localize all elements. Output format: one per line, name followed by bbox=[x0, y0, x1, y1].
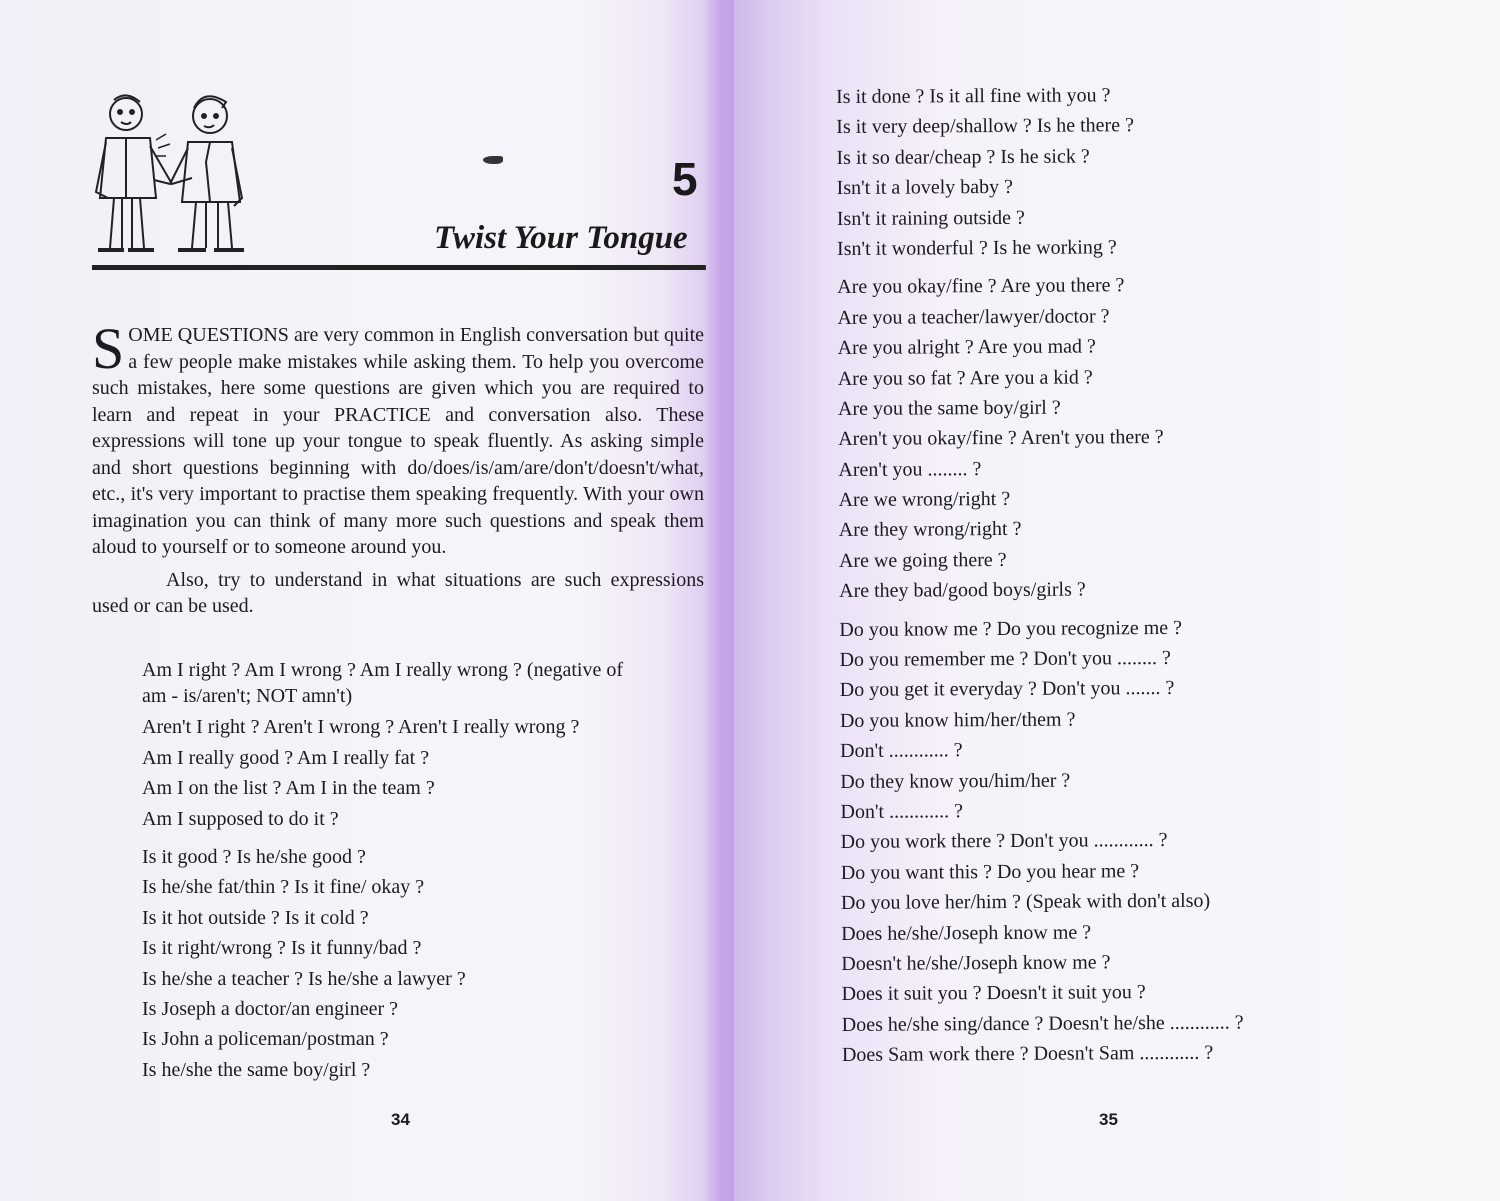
question-line: Am I really good ? Am I really fat ? bbox=[142, 746, 430, 769]
second-paragraph: Also, try to understand in what situations are such expressions used or can be used. bbox=[92, 568, 704, 617]
book-gutter bbox=[704, 0, 734, 1201]
printer-mark bbox=[483, 156, 503, 164]
question-line: am - is/aren't; NOT amn't) bbox=[142, 685, 353, 708]
question-line: Do you remember me ? Don't you ........ ? bbox=[839, 646, 1171, 672]
question-line: Aren't I right ? Aren't I wrong ? Aren't I really wrong ? bbox=[142, 716, 580, 739]
question-line: Is he/she a teacher ? Is he/she a lawyer ? bbox=[142, 967, 466, 990]
question-line: Doesn't he/she/Joseph know me ? bbox=[841, 951, 1111, 975]
question-group bbox=[142, 655, 623, 834]
question-group bbox=[142, 842, 623, 1085]
page-number: 35 bbox=[1099, 1110, 1118, 1129]
question-line: Is it right/wrong ? Is it funny/bad ? bbox=[142, 937, 422, 960]
right-question-list bbox=[836, 80, 1244, 1079]
question-line: Isn't it raining outside ? bbox=[836, 206, 1025, 230]
drop-cap: S bbox=[92, 322, 125, 381]
question-line: Do you get it everyday ? Don't you ....... ? bbox=[839, 677, 1175, 702]
question-line: Is it good ? Is he/she good ? bbox=[142, 845, 366, 868]
question-line: Is it done ? Is it all fine with you ? bbox=[836, 84, 1111, 108]
question-line: Is it very deep/shallow ? Is he there ? bbox=[836, 114, 1135, 139]
question-line: Do they know you/him/her ? bbox=[840, 769, 1071, 793]
question-line: Do you love her/him ? (Speak with don't also) bbox=[840, 889, 1211, 915]
question-line: Is he/she the same boy/girl ? bbox=[142, 1058, 371, 1081]
question-line: Do you want this ? Do you hear me ? bbox=[840, 859, 1140, 884]
question-line: Are we going there ? bbox=[838, 548, 1007, 572]
question-line: Are you okay/fine ? Are you there ? bbox=[837, 274, 1125, 299]
question-line: Is Joseph a doctor/an engineer ? bbox=[142, 997, 399, 1020]
intro-paragraph bbox=[92, 322, 704, 561]
question-line: Are you a teacher/lawyer/doctor ? bbox=[837, 305, 1110, 329]
question-line: Is it hot outside ? Is it cold ? bbox=[142, 906, 369, 929]
question-line: Don't ............ ? bbox=[840, 739, 963, 763]
question-line: Are you the same boy/girl ? bbox=[837, 396, 1061, 420]
question-line: Do you know me ? Do you recognize me ? bbox=[839, 616, 1183, 641]
title-rule bbox=[92, 265, 706, 270]
question-line: Isn't it wonderful ? Is he working ? bbox=[836, 236, 1117, 260]
question-line: Don't ............ ? bbox=[840, 800, 964, 823]
question-line: Are they bad/good boys/girls ? bbox=[839, 578, 1086, 603]
question-line: Are we wrong/right ? bbox=[838, 488, 1011, 512]
question-line: Are you alright ? Are you mad ? bbox=[837, 335, 1096, 360]
intro-text bbox=[92, 322, 704, 620]
question-line: Am I supposed to do it ? bbox=[142, 807, 339, 830]
question-line: Does Sam work there ? Doesn't Sam ............ ? bbox=[841, 1041, 1214, 1067]
page-number: 34 bbox=[391, 1110, 410, 1129]
question-line: Am I on the list ? Am I in the team ? bbox=[142, 777, 435, 800]
question-line: Does he/she/Joseph know me ? bbox=[841, 921, 1092, 945]
question-group bbox=[836, 80, 1239, 265]
question-line: Isn't it a lovely baby ? bbox=[836, 176, 1014, 200]
question-line: Does it suit you ? Doesn't it suit you ? bbox=[841, 981, 1146, 1006]
chapter-number: 5 bbox=[672, 153, 698, 205]
question-line: Are you so fat ? Are you a kid ? bbox=[837, 365, 1093, 390]
question-line: Aren't you okay/fine ? Aren't you there ? bbox=[838, 426, 1164, 451]
intro-body: OME QUESTIONS are very common in English conversation but quite a few people make mistakes while asking them. To help you overcome such mistakes, here some questions are given which you are required to learn and repeat in your PRACTICE and conversation also. These expressions will tone up your tongue to speak fluently. As asking simple and short questions beginning with do/does/is/am/are/don't/doesn't/what, etc., it's very important to practise them speaking frequently. With your own imagination you can think of many more such questions and speak them aloud to yourself or to someone around you. bbox=[92, 324, 704, 558]
chapter-title: Twist Your Tongue bbox=[434, 220, 688, 256]
left-page bbox=[0, 0, 720, 1201]
handshake-illustration-icon bbox=[88, 86, 253, 266]
question-line: Do you know him/her/them ? bbox=[839, 708, 1076, 732]
question-line: Aren't you ........ ? bbox=[838, 457, 982, 481]
question-line: Am I right ? Am I wrong ? Am I really wrong ? (negative of bbox=[142, 659, 623, 681]
question-line: Is it so dear/cheap ? Is he sick ? bbox=[836, 145, 1090, 169]
question-group bbox=[839, 612, 1244, 1070]
question-line: Is he/she fat/thin ? Is it fine/ okay ? bbox=[142, 876, 425, 899]
question-line: Are they wrong/right ? bbox=[838, 518, 1022, 542]
question-group bbox=[837, 270, 1241, 607]
question-line: Is John a policeman/postman ? bbox=[142, 1028, 389, 1051]
question-line: Does he/she sing/dance ? Doesn't he/she ............ ? bbox=[841, 1011, 1244, 1036]
question-line: Do you work there ? Don't you ............ ? bbox=[840, 829, 1168, 854]
left-question-list bbox=[142, 655, 623, 1093]
